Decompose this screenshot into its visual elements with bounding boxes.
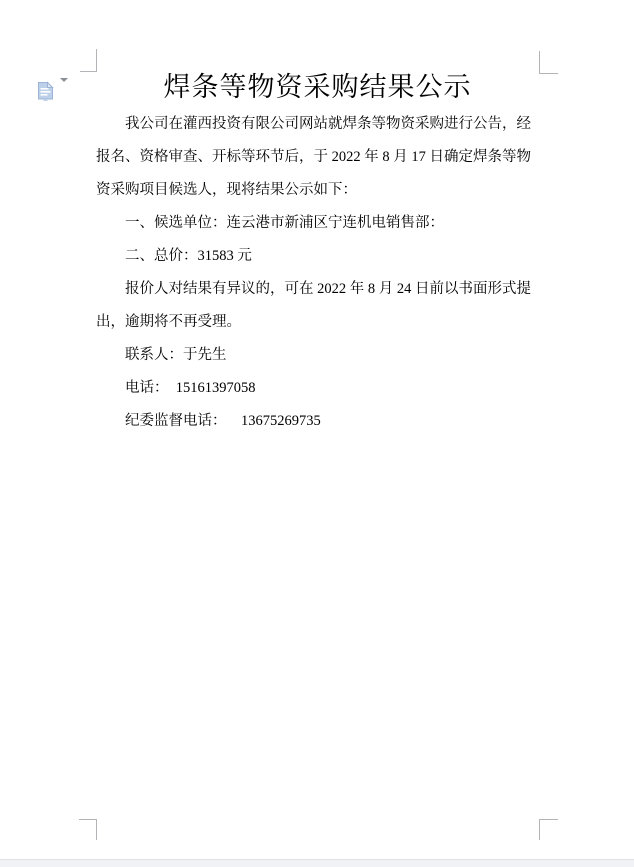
document-body[interactable]: [96, 108, 539, 438]
document-title[interactable]: 焊条等物资采购结果公示: [163, 72, 472, 102]
document-line[interactable]: 纪委监督电话： 13675269735: [125, 413, 321, 429]
chevron-down-icon[interactable]: [60, 82, 68, 100]
document-line[interactable]: 联系人：于先生: [125, 347, 227, 363]
status-bar-edge: [0, 859, 634, 867]
document-line[interactable]: 出，逾期将不再受理。: [96, 314, 241, 330]
document-line[interactable]: 一、候选单位：连云港市新浦区宁连机电销售部：: [125, 215, 444, 231]
document-line[interactable]: 报名、资格审查、开标等环节后，于 2022 年 8 月 17 日确定焊条等物: [96, 149, 531, 165]
margin-crop-mark-bottom-right: [539, 819, 558, 840]
margin-crop-mark-top-left: [80, 49, 97, 72]
paste-options-icon: [37, 81, 54, 101]
document-line[interactable]: 电话： 15161397058: [125, 380, 256, 396]
paste-options-button[interactable]: [37, 80, 71, 102]
document-line[interactable]: 我公司在灌西投资有限公司网站就焊条等物资采购进行公告，经: [125, 116, 531, 132]
document-line[interactable]: 二、总价：31583 元: [125, 248, 252, 264]
margin-crop-mark-bottom-left: [79, 819, 97, 840]
margin-crop-mark-top-right: [539, 51, 558, 74]
document-line[interactable]: 报价人对结果有异议的，可在 2022 年 8 月 24 日前以书面形式提: [125, 281, 531, 297]
document-line[interactable]: 资采购项目候选人，现将结果公示如下：: [96, 182, 357, 198]
